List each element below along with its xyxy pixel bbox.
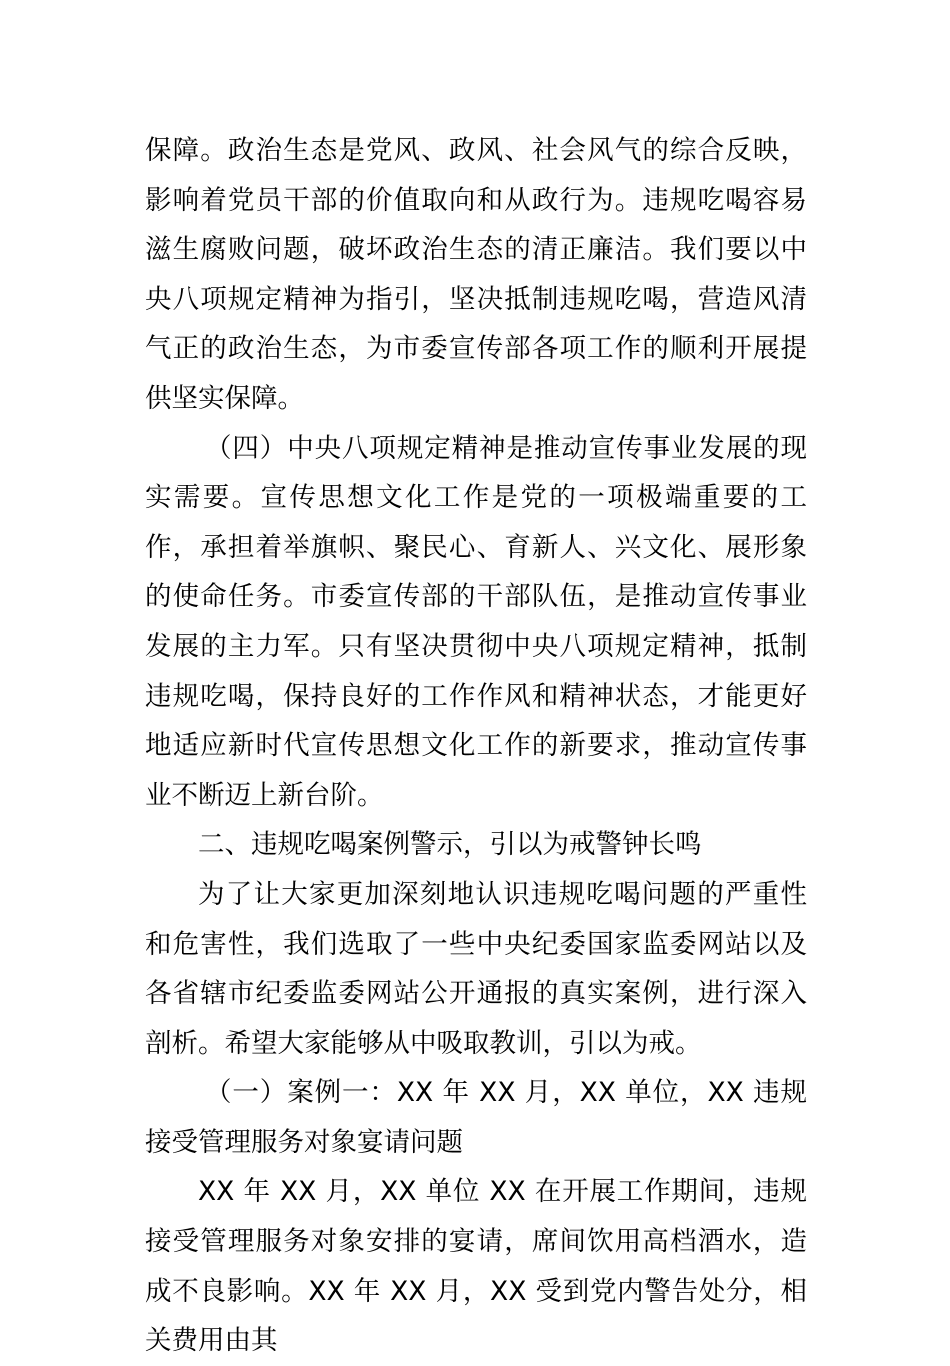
paragraph-political-ecology: 保障。政治生态是党风、政风、社会风气的综合反映，影响着党员干部的价值取向和从政行为。违规吃喝容易滋生腐败问题，破坏政治生态的清正廉洁。我们要以中央八项规定精神为指引，坚决抵制违规吃喝，营造风清气正的政治生态，为市委宣传部各项工作的顺利开展提供坚实保障。: [145, 135, 807, 414]
section-heading-two: 二、违规吃喝案例警示，引以为戒警钟长鸣: [198, 829, 702, 861]
paragraph-case-intro: 为了让大家更加深刻地认识违规吃喝问题的严重性和危害性，我们选取了一些中央纪委国家监委网站以及各省辖市纪委监委网站公开通报的真实案例，进行深入剖析。希望大家能够从中吸取教训，引以为戒。: [145, 878, 807, 1059]
paragraph-case-one-detail: XX 年 XX 月，XX 单位 XX 在开展工作期间，违规接受管理服务对象安排的宴请，席间饮用高档酒水，造成不良影响。XX 年 XX 月，XX 受到党内警告处分，相关费用由其: [145, 1176, 807, 1357]
case-one-heading: （一）案例一：XX 年 XX 月，XX 单位，XX 违规接受管理服务对象宴请问题: [145, 1077, 807, 1158]
paragraph-section-four: （四）中央八项规定精神是推动宣传事业发展的现实需要。宣传思想文化工作是党的一项极端重要的工作，承担着举旗帜、聚民心、育新人、兴文化、展形象的使命任务。市委宣传部的干部队伍，是推动宣传事业发展的主力军。只有坚决贯彻中央八项规定精神，抵制违规吃喝，保持良好的工作作风和精神状态，才能更好地适应新时代宣传思想文化工作的新要求，推动宣传事业不断迈上新台阶。: [145, 432, 807, 811]
document-body: [145, 126, 807, 1366]
